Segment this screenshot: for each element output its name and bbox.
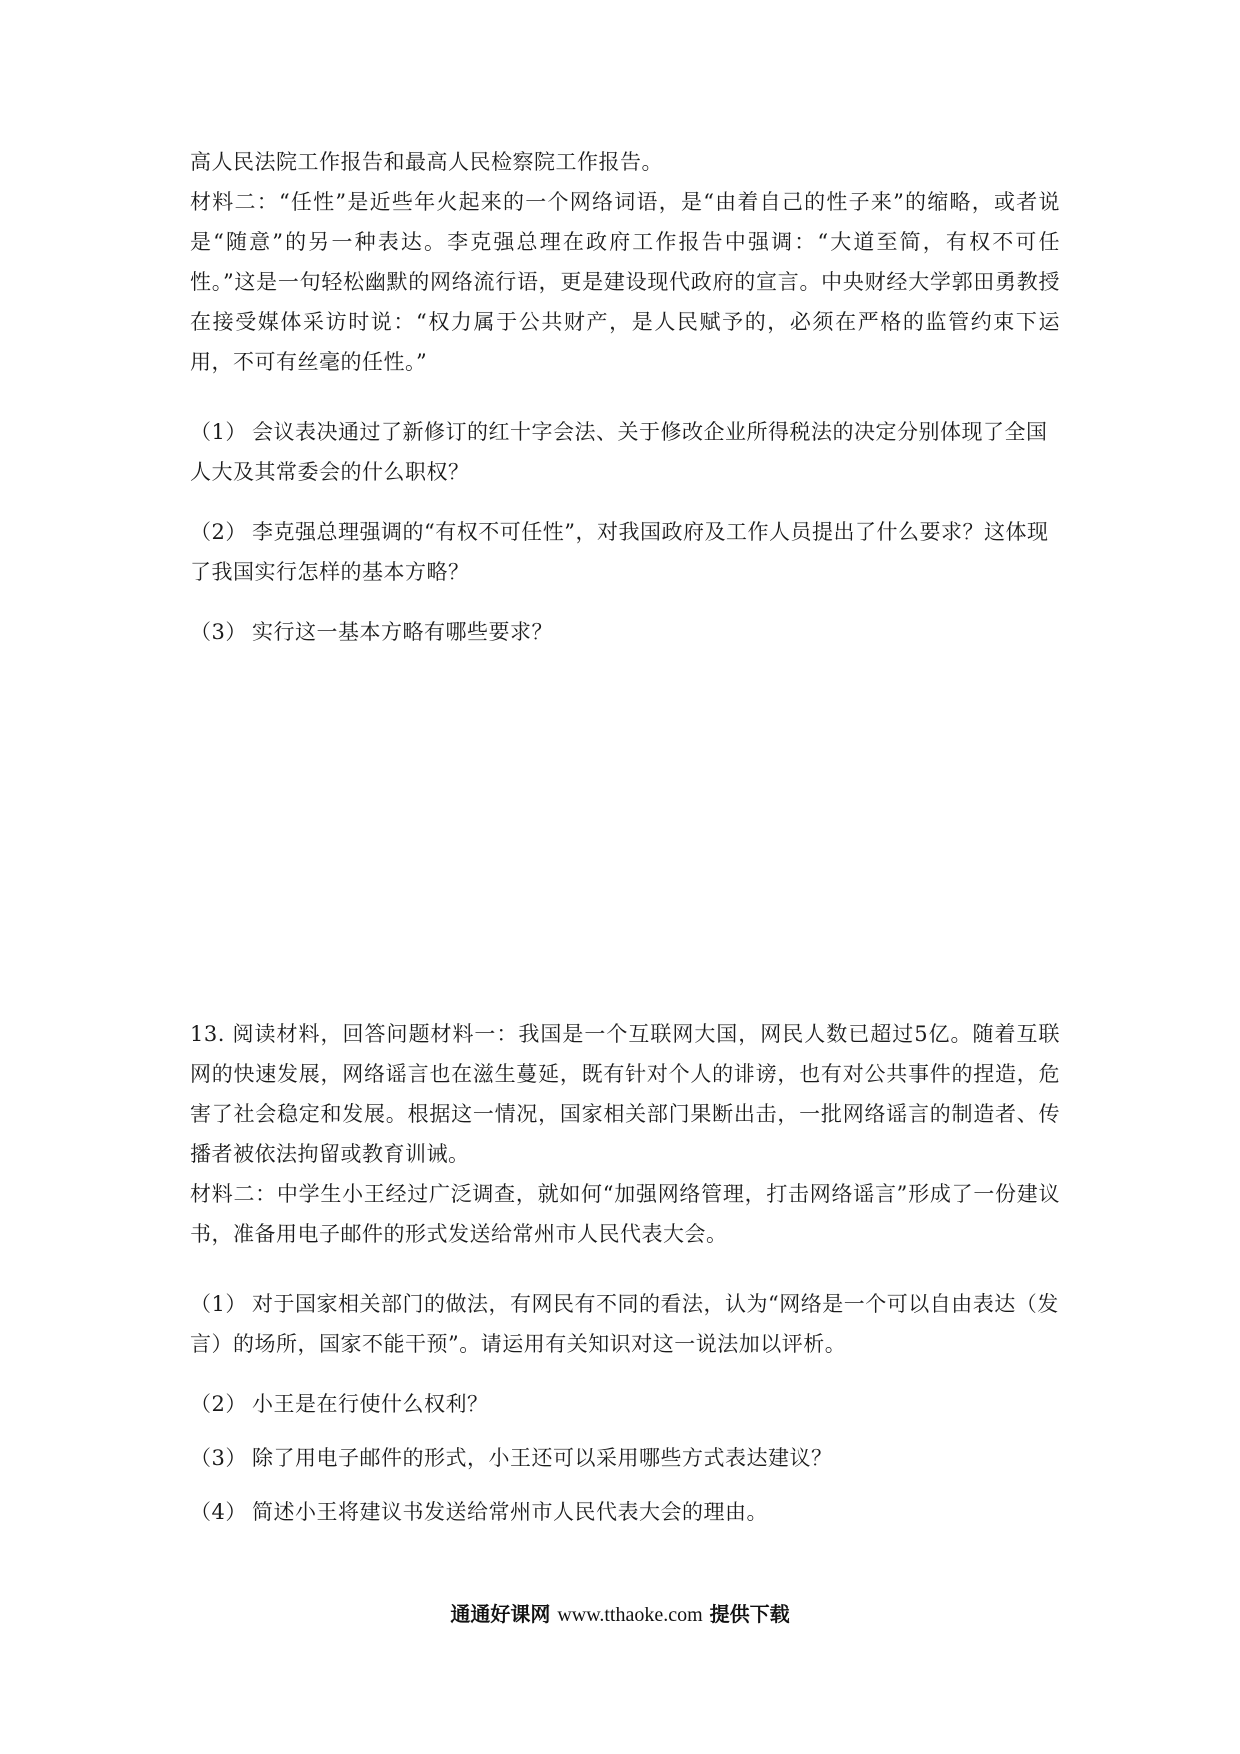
question-number: （3） — [190, 1446, 247, 1470]
question-number: （1） — [190, 420, 247, 444]
q13-question-4 — [190, 1492, 1060, 1532]
footer-site-name: 通通好课网 — [450, 1602, 551, 1626]
q13-material-1: 13. 阅读材料，回答问题材料一：我国是一个互联网大国，网民人数已超过5亿。随着互联网的快速发展，网络谣言也在滋生蔓延，既有针对个人的诽谤，也有对公共事件的捏造，危害了社会稳定和发展。根据这一情况，国家相关部门果断出击，一批网络谣言的制造者、传播者被依法拘留或教育训诫。 — [190, 1022, 1060, 1166]
question-text: 会议表决通过了新修订的红十字会法、关于修改企业所得税法的决定分别体现了全国人大及其常委会的什么职权？ — [190, 420, 1048, 484]
q12-question-3 — [190, 612, 1060, 652]
q12-question-1 — [190, 412, 1060, 492]
q12-material-2: 材料二：“任性”是近些年火起来的一个网络词语，是“由着自己的性子来”的缩略，或者说是“随意”的另一种表达。李克强总理在政府工作报告中强调：“大道至简，有权不可任性。”这是一句轻松幽默的网络流行语，更是建设现代政府的宣言。中央财经大学郭田勇教授在接受媒体采访时说：“权力属于公共财产，是人民赋予的，必须在严格的监管约束下运用，不可有丝毫的任性。” — [190, 190, 1060, 374]
question-text: 简述小王将建议书发送给常州市人民代表大会的理由。 — [252, 1500, 768, 1524]
q12-intro-tail: 高人民法院工作报告和最高人民检察院工作报告。 — [190, 150, 663, 174]
question-text: 李克强总理强调的“有权不可任性”，对我国政府及工作人员提出了什么要求？这体现了我国实行怎样的基本方略？ — [190, 520, 1049, 584]
question-number: （1） — [190, 1292, 247, 1316]
q13-material-2: 材料二：中学生小王经过广泛调查，就如何“加强网络管理，打击网络谣言”形成了一份建议书，准备用电子邮件的形式发送给常州市人民代表大会。 — [190, 1182, 1060, 1246]
question-text: 除了用电子邮件的形式，小王还可以采用哪些方式表达建议？ — [252, 1446, 833, 1470]
question-text: 小王是在行使什么权利？ — [252, 1392, 489, 1416]
question-number: （4） — [190, 1500, 247, 1524]
page-footer — [0, 1598, 1240, 1627]
q13-question-1 — [190, 1284, 1060, 1364]
footer-url[interactable]: www.tthaoke.com — [557, 1604, 703, 1626]
question-text: 对于国家相关部门的做法，有网民有不同的看法，认为“网络是一个可以自由表达（发言）的场所，国家不能干预”。请运用有关知识对这一说法加以评析。 — [190, 1292, 1059, 1356]
question-number: （2） — [190, 520, 247, 544]
q12-section — [190, 142, 1060, 382]
footer-suffix: 提供下载 — [709, 1602, 790, 1626]
question-number: （3） — [190, 620, 247, 644]
q12-question-2 — [190, 512, 1060, 592]
question-number: （2） — [190, 1392, 247, 1416]
question-text: 实行这一基本方略有哪些要求？ — [252, 620, 553, 644]
q13-section — [190, 1014, 1060, 1254]
q13-question-3 — [190, 1438, 1060, 1478]
q13-question-2 — [190, 1384, 1060, 1424]
